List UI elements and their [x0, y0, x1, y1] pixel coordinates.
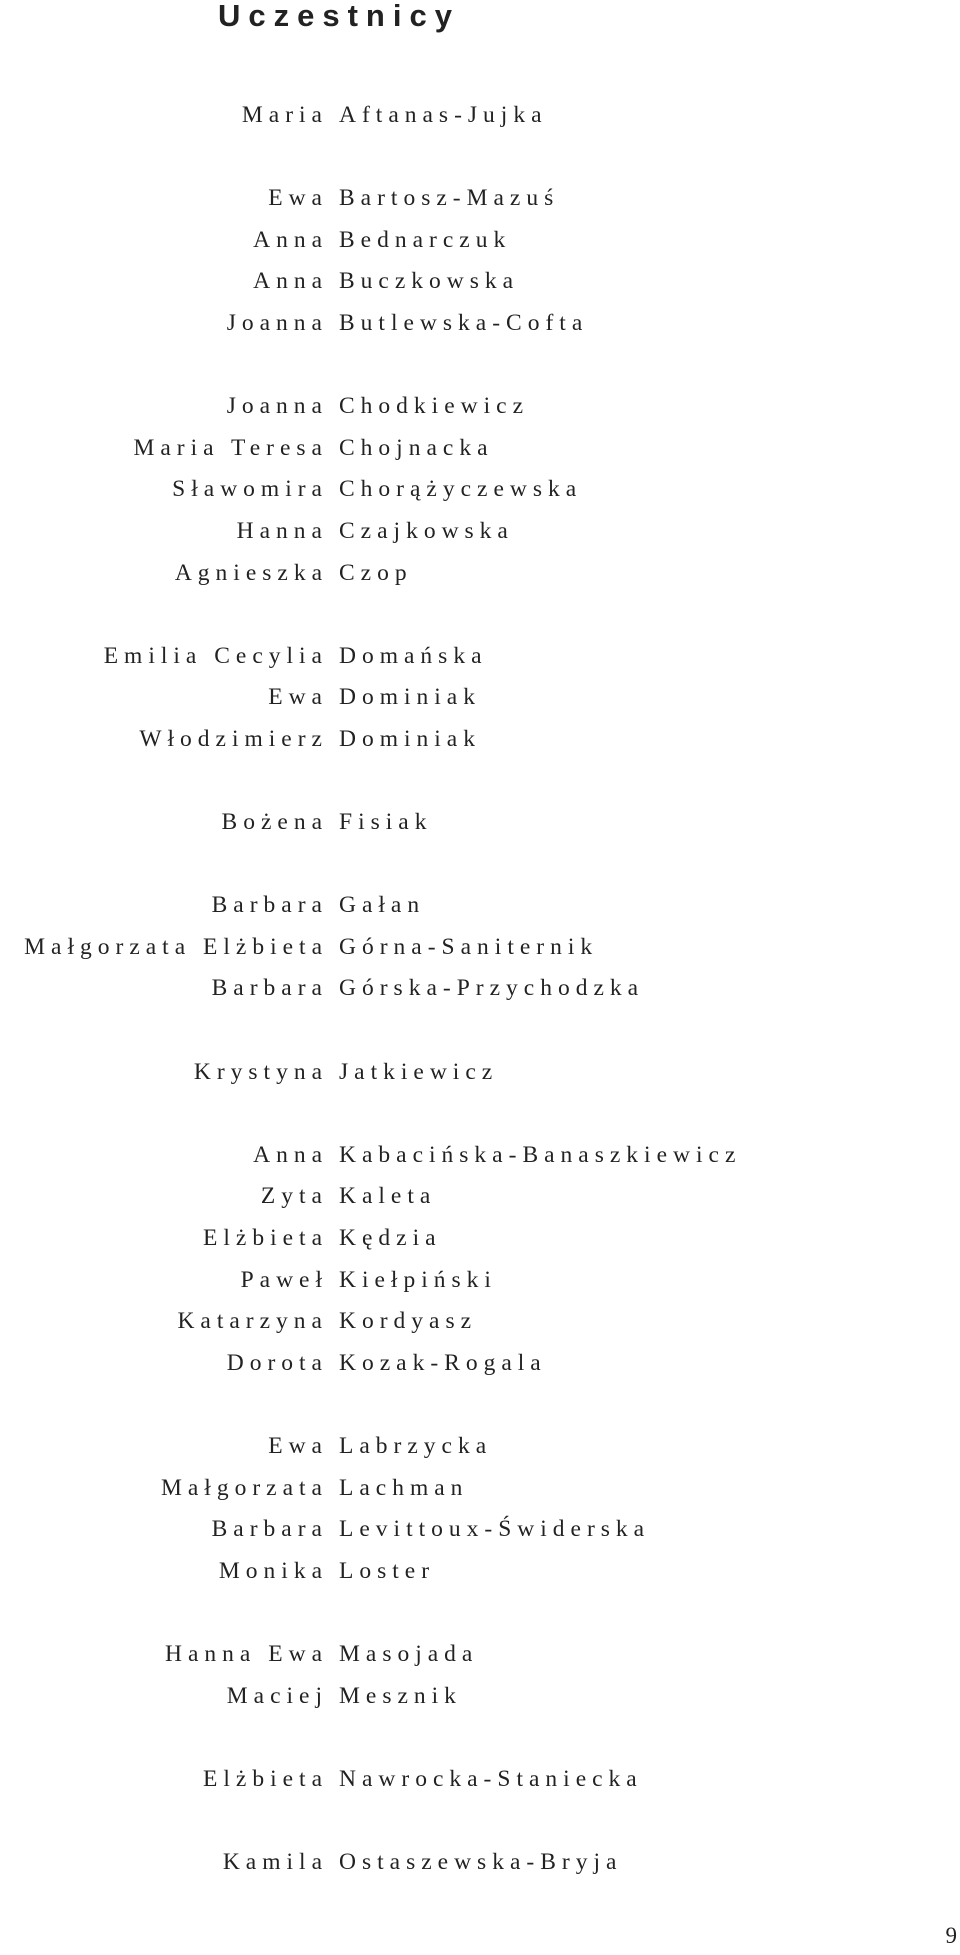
group-separator [0, 594, 960, 636]
page-number: 9 [945, 1923, 957, 1948]
page-title: Uczestnicy [218, 0, 460, 33]
participant-last-name: Czop [339, 559, 413, 586]
participant-row [0, 1842, 960, 1884]
participant-first-name: Hanna Ewa [165, 1640, 328, 1667]
participant-row [0, 1218, 960, 1260]
participant-first-name: Barbara [211, 892, 328, 919]
participant-last-name: Gałan [339, 892, 426, 919]
group-separator [0, 1093, 960, 1135]
participant-first-name: Małgorzata Elżbieta [24, 933, 328, 960]
participant-first-name: Ewa [268, 684, 328, 711]
participant-row [0, 636, 960, 678]
participant-first-name: Sławomira [172, 476, 328, 503]
participant-first-name: Maria [241, 102, 328, 128]
participant-last-name: Górna-Saniternik [339, 933, 599, 960]
participant-last-name: Jatkiewicz [339, 1058, 499, 1085]
participant-first-name: Anna [253, 268, 328, 295]
participant-row [0, 1052, 960, 1094]
participant-first-name: Kamila [222, 1848, 328, 1875]
group-separator [0, 1717, 960, 1759]
participant-last-name: Masojada [339, 1640, 479, 1667]
participant-row [0, 1551, 960, 1593]
group-separator [0, 1592, 960, 1634]
participant-row [0, 1759, 960, 1801]
participant-row [0, 1468, 960, 1510]
group-separator [0, 1010, 960, 1052]
group-separator [0, 345, 960, 387]
participant-last-name: Levittoux-Świderska [339, 1516, 651, 1543]
participant-first-name: Katarzyna [177, 1308, 328, 1335]
participant-first-name: Joanna [226, 309, 328, 336]
participant-first-name: Dorota [226, 1349, 328, 1376]
participant-first-name: Zyta [260, 1183, 328, 1210]
participant-row [0, 719, 960, 761]
participant-last-name: Domańska [339, 642, 488, 669]
participant-row [0, 1260, 960, 1302]
group-separator [0, 1384, 960, 1426]
participant-last-name: Loster [339, 1557, 436, 1584]
participant-row [0, 303, 960, 345]
participant-last-name: Bartosz-Mazuś [339, 185, 560, 212]
participant-last-name: Nawrocka-Staniecka [339, 1765, 643, 1792]
participant-row [0, 178, 960, 220]
participant-last-name: Kabacińska-Banaszkiewicz [339, 1141, 742, 1168]
participant-row [0, 1176, 960, 1218]
participant-first-name: Hanna [236, 517, 328, 544]
participant-first-name: Monika [218, 1557, 328, 1584]
participant-row [0, 885, 960, 927]
participant-last-name: Lachman [339, 1474, 469, 1501]
participant-row [0, 1343, 960, 1385]
participant-first-name: Małgorzata [160, 1474, 328, 1501]
participant-row [0, 553, 960, 595]
participant-last-name: Chorążyczewska [339, 476, 583, 503]
participant-last-name: Dominiak [339, 684, 481, 711]
participant-row [0, 220, 960, 262]
participant-row [0, 677, 960, 719]
participant-first-name: Elżbieta [203, 1765, 328, 1792]
participant-list [0, 95, 960, 1884]
participant-last-name: Kędzia [339, 1225, 442, 1252]
participant-last-name: Kaleta [339, 1183, 437, 1210]
participant-first-name: Ewa [268, 1433, 328, 1459]
participant-row [0, 428, 960, 470]
participant-row [0, 261, 960, 303]
participant-last-name: Ostaszewska-Bryja [339, 1848, 623, 1875]
participant-row [0, 1509, 960, 1551]
participant-last-name: Bednarczuk [339, 226, 512, 253]
participant-first-name: Anna [253, 226, 328, 253]
participant-first-name: Emilia Cecylia [103, 642, 328, 669]
group-separator [0, 137, 960, 179]
participant-first-name: Agnieszka [174, 559, 328, 586]
participant-first-name: Barbara [211, 1516, 328, 1543]
participant-last-name: Kiełpiński [339, 1266, 497, 1293]
participant-first-name: Elżbieta [203, 1225, 328, 1252]
participant-first-name: Maciej [226, 1682, 328, 1709]
participant-last-name: Mesznik [339, 1682, 462, 1709]
participant-last-name: Kozak-Rogala [339, 1349, 547, 1376]
participant-last-name: Kordyasz [339, 1308, 478, 1335]
participant-row [0, 469, 960, 511]
participant-last-name: Buczkowska [339, 268, 520, 295]
participant-last-name: Aftanas-Jujka [339, 102, 548, 128]
participant-row [0, 386, 960, 428]
participant-first-name: Joanna [226, 393, 328, 420]
participant-row [0, 511, 960, 553]
participant-first-name: Anna [253, 1141, 328, 1168]
participant-row [0, 1135, 960, 1177]
group-separator [0, 844, 960, 886]
group-separator [0, 1800, 960, 1842]
participant-row [0, 95, 960, 137]
participant-first-name: Krystyna [193, 1058, 328, 1085]
participant-last-name: Fisiak [339, 809, 433, 836]
participant-last-name: Górska-Przychodzka [339, 975, 645, 1002]
participant-row [0, 1634, 960, 1676]
participant-row [0, 927, 960, 969]
participant-first-name: Bożena [221, 809, 328, 836]
participant-row [0, 1301, 960, 1343]
participant-row [0, 802, 960, 844]
participant-row [0, 968, 960, 1010]
participant-first-name: Maria Teresa [133, 434, 328, 461]
participant-first-name: Paweł [240, 1266, 328, 1293]
participant-last-name: Labrzycka [339, 1433, 493, 1459]
participant-last-name: Czajkowska [339, 517, 514, 544]
participant-first-name: Ewa [268, 185, 328, 212]
participant-first-name: Włodzimierz [139, 725, 328, 752]
participant-last-name: Chojnacka [339, 434, 494, 461]
participant-first-name: Barbara [211, 975, 328, 1002]
participant-last-name: Dominiak [339, 725, 481, 752]
participant-last-name: Butlewska-Cofta [339, 309, 589, 336]
participant-row [0, 1426, 960, 1468]
participant-last-name: Chodkiewicz [339, 393, 529, 420]
group-separator [0, 761, 960, 803]
participant-row [0, 1676, 960, 1718]
